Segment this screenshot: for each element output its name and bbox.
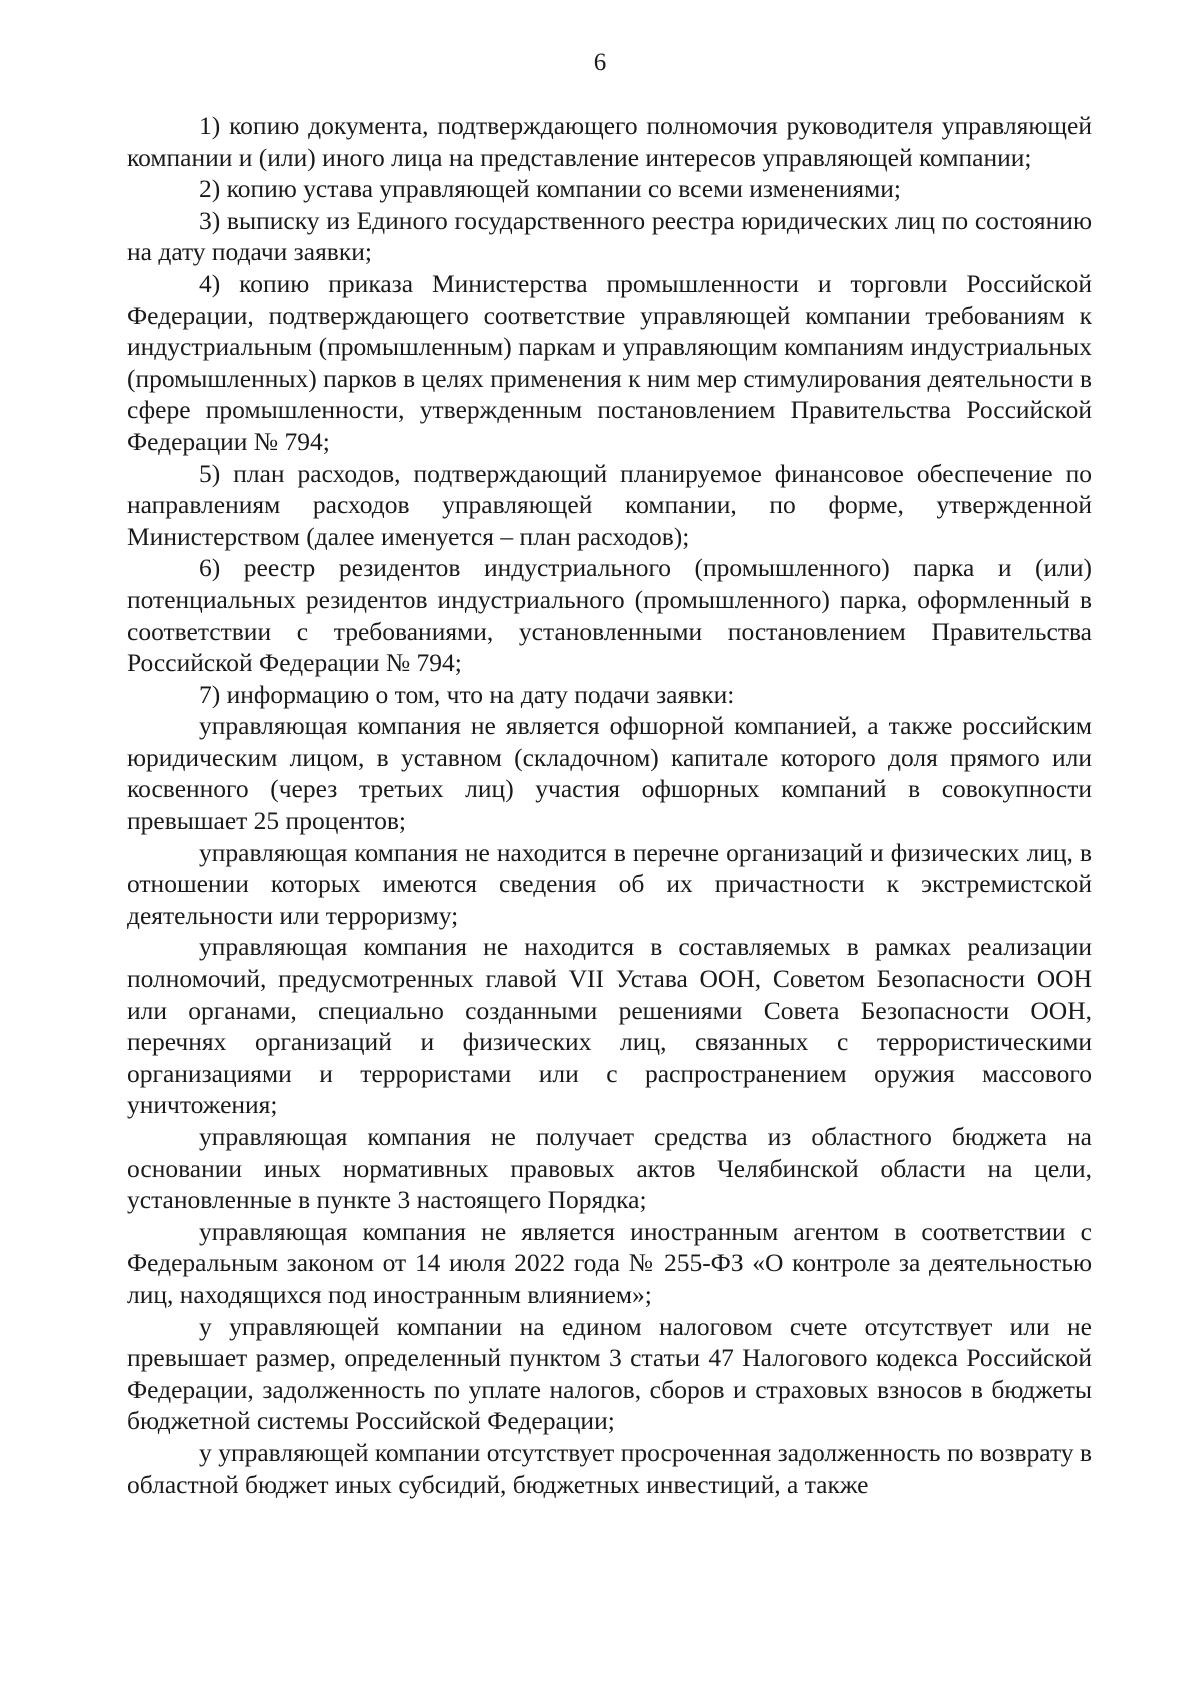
paragraph-condition-overdue-debt: у управляющей компании отсутствует просроченная задолженность по возврату в областной бюджет иных субсидий, бюджетных инвестиций, а также xyxy=(127,1437,1092,1499)
paragraph-condition-extremism: управляющая компания не находится в перечне организаций и физических лиц, в отношении которых имеются сведения об их причастности к экстремистской деятельности или терроризму; xyxy=(127,837,1092,930)
paragraph-condition-tax-debt: у управляющей компании на едином налоговом счете отсутствует или не превышает размер, определенный пунктом 3 статьи 47 Налогового кодекса Российской Федерации, задолженность по уплате налогов, сборов и страховых взносов в бюджеты бюджетной системы Российской Федерации; xyxy=(127,1311,1092,1436)
paragraph-item-4: 4) копию приказа Министерства промышленности и торговли Российской Федерации, подтверждающего соответствие управляющей компании требованиям к индустриальным (промышленным) паркам и управляющим компаниям индустриальных (промышленных) парков в целях применения к ним мер стимулирования деятельности в сфере промышленности, утвержденным постановлением Правительства Российской Федерации № 794; xyxy=(127,268,1092,456)
paragraph-item-5: 5) план расходов, подтверждающий планируемое финансовое обеспечение по направлениям расходов управляющей компании, по форме, утвержденной Министерством (далее именуется – план расходов); xyxy=(127,458,1092,551)
paragraph-item-2: 2) копию устава управляющей компании со всеми изменениями; xyxy=(199,174,901,204)
paragraph-condition-budget-funds: управляющая компания не получает средства из областного бюджета на основании иных нормативных правовых актов Челябинской области на цели, установленные в пункте 3 настоящего Порядка; xyxy=(127,1122,1092,1215)
paragraph-condition-offshore: управляющая компания не является офшорной компанией, а также российским юридическим лицом, в уставном (складочном) капитале которого доля прямого или косвенного (через третьих лиц) участия офшорных компаний в совокупности превышает 25 процентов; xyxy=(127,711,1092,836)
document-body xyxy=(127,110,1092,1500)
paragraph-item-7: 7) информацию о том, что на дату подачи заявки: xyxy=(199,679,735,709)
paragraph-item-1: 1) копию документа, подтверждающего полномочия руководителя управляющей компании и (или) иного лица на представление интересов управляющей компании; xyxy=(127,111,1092,172)
paragraph-condition-foreign-agent: управляющая компания не является иностранным агентом в соответствии с Федеральным законом от 14 июля 2022 года № 255-ФЗ «О контроле за деятельностью лиц, находящихся под иностранным влиянием»; xyxy=(127,1216,1092,1309)
paragraph-item-6: 6) реестр резидентов индустриального (промышленного) парка и (или) потенциальных резидентов индустриального (промышленного) парка, оформленный в соответствии с требованиями, установленными постановлением Правительства Российской Федерации № 794; xyxy=(127,553,1092,678)
page-number: 6 xyxy=(593,49,607,76)
paragraph-condition-un-lists: управляющая компания не находится в составляемых в рамках реализации полномочий, предусмотренных главой VII Устава ООН, Советом Безопасности ООН или органами, специально созданными решениями Совета Безопасности ООН, перечнях организаций и физических лиц, связанных с террористическими организациями и террористами или с распространением оружия массового уничтожения; xyxy=(127,932,1092,1120)
paragraph-item-3: 3) выписку из Единого государственного реестра юридических лиц по состоянию на дату подачи заявки; xyxy=(127,205,1092,267)
